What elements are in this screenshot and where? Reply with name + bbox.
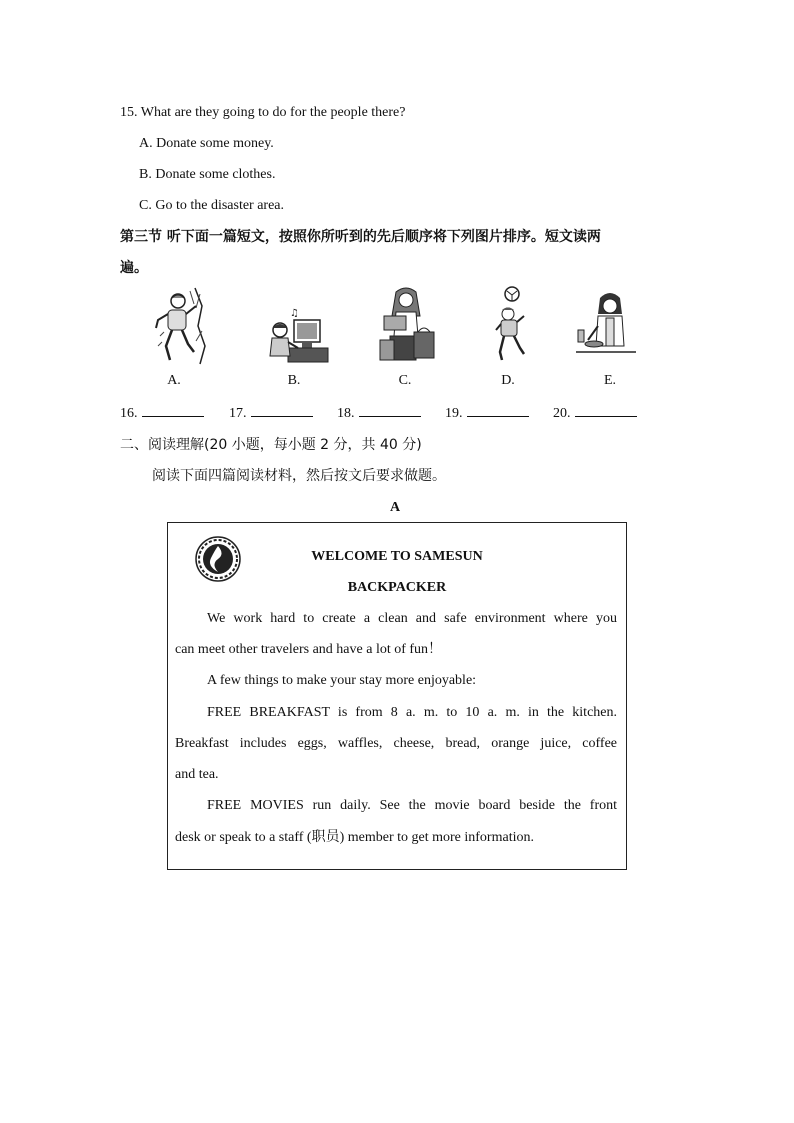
passage-p4-line1: FREE MOVIES run daily. See the movie board beside the front: [207, 798, 617, 813]
part-2-instruction: 阅读下面四篇阅读材料，然后按文后要求做题。: [152, 468, 446, 484]
cooking-woman-icon: [576, 286, 636, 366]
passage-p1-line2: can meet other travelers and have a lot of fun！: [175, 642, 443, 657]
computer-user-icon: [264, 286, 330, 366]
answer-blank-19[interactable]: 19.: [445, 404, 529, 422]
passage-a-box: [167, 522, 627, 870]
passage-letter: A: [390, 500, 401, 515]
passage-title-line2: BACKPACKER: [347, 580, 447, 595]
answer-blank-20[interactable]: 20.: [553, 404, 637, 422]
passage-title-line1: WELCOME TO SAMESUN: [311, 549, 483, 564]
picture-label-b: B.: [287, 373, 301, 388]
question-15-stem: 15. What are they going to do for the people there?: [120, 105, 406, 120]
shopping-woman-icon: [378, 286, 438, 366]
soccer-player-icon: [490, 286, 530, 366]
answer-blank-16[interactable]: 16.: [120, 404, 204, 422]
section-3-title: 第三节 听下面一篇短文，按照你所听到的先后顺序将下列图片排序。短文读两: [120, 229, 601, 245]
answer-blank-18[interactable]: 18.: [337, 404, 421, 422]
rock-climbing-icon: [150, 286, 210, 366]
picture-label-e: E.: [603, 373, 617, 388]
passage-p1-line1: We work hard to create a clean and safe environment where you: [207, 611, 617, 626]
passage-p3-line2: Breakfast includes eggs, waffles, cheese, bread, orange juice, coffee: [175, 736, 617, 751]
answer-blank-17[interactable]: 17.: [229, 404, 313, 422]
picture-label-a: A.: [167, 373, 181, 388]
question-15-option-a: A. Donate some money.: [139, 136, 274, 151]
passage-p3-line3: and tea.: [175, 767, 219, 782]
passage-p2: A few things to make your stay more enjoyable:: [207, 673, 477, 688]
svg-text:♫: ♫: [290, 308, 299, 319]
passage-p4-line2: desk or speak to a staff (职员) member to get more information.: [175, 830, 534, 845]
question-15-option-c: C. Go to the disaster area.: [139, 198, 285, 213]
part-2-heading: 二、阅读理解(20 小题，每小题 2 分，共 40 分): [120, 437, 422, 453]
question-15-option-b: B. Donate some clothes.: [139, 167, 276, 182]
picture-label-c: C.: [398, 373, 412, 388]
picture-label-d: D.: [501, 373, 515, 388]
section-3-title-cont: 遍。: [120, 260, 148, 276]
passage-p3-line1: FREE BREAKFAST is from 8 a. m. to 10 a. m. in the kitchen.: [207, 705, 617, 720]
